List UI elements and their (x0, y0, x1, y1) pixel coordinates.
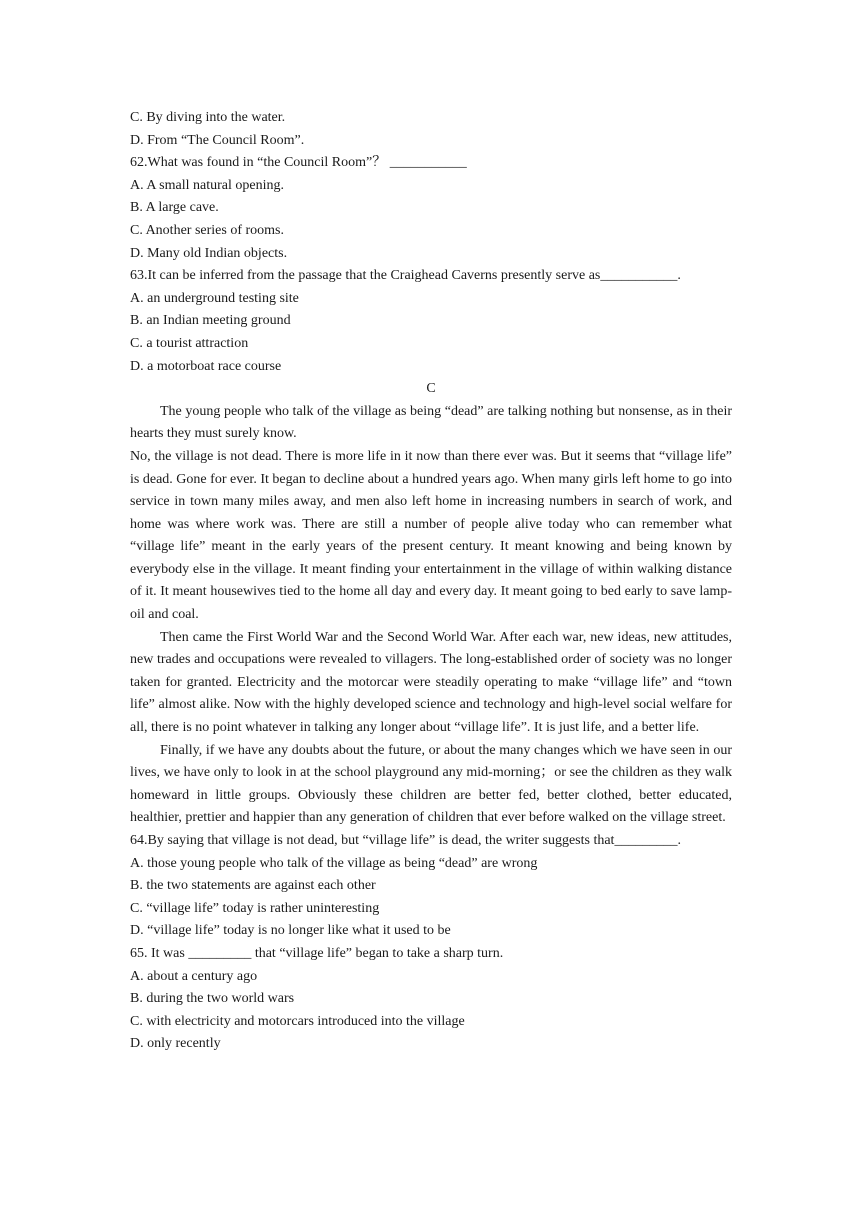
q63-option-c: C. a tourist attraction (130, 335, 249, 351)
q62-option-d: D. Many old Indian objects. (130, 245, 288, 261)
q64-option-a: A. those young people who talk of the village as being “dead” are wrong (130, 855, 538, 871)
passage-paragraph-2: No, the village is not dead. There is more life in it now than there ever was. But it seems that “village life” is dead. Gone for ever. It began to decline about a hundred years ago. When many girls left home to go into service in town many miles away, and men also left home in increasing numbers in search of work, and home was where work was. There are still a number of people alive today who can remember what “village life” meant in the early years of the present century. It meant knowing and being known by everybody else in the village. It meant finding your entertainment in the village of within walking distance of it. It meant housewives tied to the home all day and every day. It meant going to bed early to save lamp-oil and coal. (130, 448, 732, 623)
q65-stem: 65. It was _________ that “village life” began to take a sharp turn. (130, 945, 504, 961)
exam-page (130, 107, 732, 1056)
q63-option-d: D. a motorboat race course (130, 358, 282, 374)
q65-option-b: B. during the two world wars (130, 991, 295, 1007)
section-heading: C (426, 381, 436, 397)
q61-option-d: D. From “The Council Room”. (130, 132, 305, 148)
q63-stem: 63.It can be inferred from the passage that the Craighead Caverns presently serve as___________. (130, 268, 681, 284)
passage-paragraph-3: Then came the First World War and the Second World War. After each war, new ideas, new attitudes, new trades and occupations were revealed to villagers. The long-established order of society was no longer taken for granted. Electricity and the motorcar were steadily operating to make “village life” and “town life” almost alike. Now with the highly developed science and technology and high-level social welfare for all, there is no point whatever in talking any longer about “village life”. It is just life, and a better life. (130, 629, 732, 736)
q62-option-b: B. A large cave. (130, 200, 219, 216)
q65-option-a: A. about a century ago (130, 968, 258, 984)
q62-stem: 62.What was found in “the Council Room”？ ___________ (130, 155, 467, 171)
q62-option-a: A. A small natural opening. (130, 177, 284, 193)
q65-option-d: D. only recently (130, 1036, 221, 1052)
passage-paragraph-4: Finally, if we have any doubts about the future, or about the many changes which we have seen in our lives, we have only to look in at the school playground any mid-morning；or see the children as they walk homeward in little groups. Obviously these children are better fed, better clothed, better educated, healthier, prettier and happier than any generation of children that ever before walked on the village street. (130, 742, 732, 826)
q61-option-c: C. By diving into the water. (130, 110, 286, 125)
q64-option-c: C. “village life” today is rather uninteresting (130, 900, 380, 916)
passage-paragraph-1: The young people who talk of the village as being “dead” are talking nothing but nonsense, as in their hearts they must surely know. (130, 403, 732, 442)
q65-option-c: C. with electricity and motorcars introduced into the village (130, 1013, 465, 1029)
q64-option-b: B. the two statements are against each other (130, 878, 376, 894)
q62-option-c: C. Another series of rooms. (130, 222, 284, 238)
q64-stem: 64.By saying that village is not dead, but “village life” is dead, the writer suggests that_________. (130, 833, 681, 848)
q63-option-b: B. an Indian meeting ground (130, 313, 291, 329)
q64-option-d: D. “village life” today is no longer like what it used to be (130, 923, 451, 939)
q63-option-a: A. an underground testing site (130, 290, 299, 306)
